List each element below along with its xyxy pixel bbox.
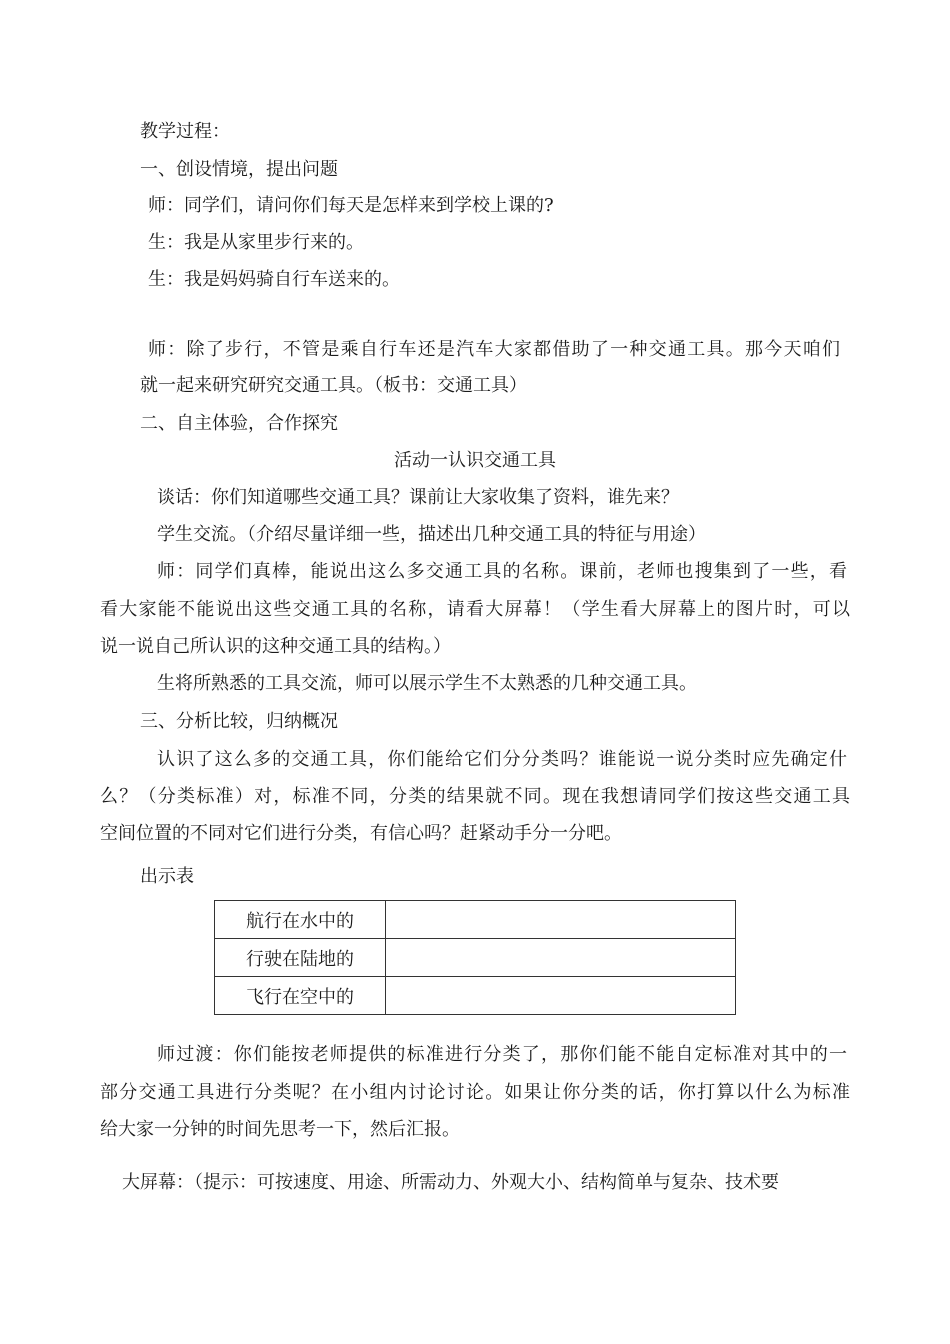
classification-table: [214, 900, 736, 1015]
activity-title: 活动一认识交通工具: [394, 450, 556, 471]
paragraph-line: 师：同学们真棒，能说出这么多交通工具的名称。课前，老师也搜集到了一些，看: [157, 561, 847, 582]
section-title-2: 二、自主体验，合作探究: [140, 413, 338, 434]
table-row: [215, 901, 736, 939]
table-cell-label: 飞行在空中的: [215, 977, 386, 1015]
table-cell-empty: [386, 939, 736, 977]
paragraph-line: 生将所熟悉的工具交流，师可以展示学生不太熟悉的几种交通工具。: [157, 673, 697, 694]
paragraph-line: 谈话：你们知道哪些交通工具？课前让大家收集了资料，谁先来？: [157, 487, 679, 508]
table-cell-label: 行驶在陆地的: [215, 939, 386, 977]
dialogue-line: 师：同学们，请问你们每天是怎样来到学校上课的?: [148, 195, 554, 216]
paragraph-line: 师：除了步行，不管是乘自行车还是汽车大家都借助了一种交通工具。那今天咱们: [148, 339, 840, 360]
paragraph-line: 空间位置的不同对它们进行分类，有信心吗？赶紧动手分一分吧。: [100, 823, 622, 844]
table-row: [215, 977, 736, 1015]
paragraph-line: 部分交通工具进行分类呢？在小组内讨论讨论。如果让你分类的话，你打算以什么为标准: [100, 1082, 850, 1103]
table-row: [215, 939, 736, 977]
dialogue-line: 生：我是从家里步行来的。: [148, 232, 364, 253]
dialogue-line: 生：我是妈妈骑自行车送来的。: [148, 269, 400, 290]
table-cell-empty: [386, 901, 736, 939]
paragraph-line: 么？（分类标准）对，标准不同，分类的结果就不同。现在我想请同学们按这些交通工具: [100, 786, 850, 807]
paragraph-line: 就一起来研究研究交通工具。（板书：交通工具）: [140, 375, 527, 396]
paragraph-line: 说一说自己所认识的这种交通工具的结构。）: [100, 636, 451, 657]
table-cell-label: 航行在水中的: [215, 901, 386, 939]
section-title-3: 三、分析比较，归纳概况: [140, 711, 338, 732]
paragraph-line: 大屏幕：（提示：可按速度、用途、所需动力、外观大小、结构简单与复杂、技术要: [122, 1172, 779, 1193]
section-title-1: 一、创设情境，提出问题: [140, 159, 338, 180]
table-caption: 出示表: [140, 866, 194, 887]
paragraph-line: 学生交流。（介绍尽量详细一些，描述出几种交通工具的特征与用途）: [157, 524, 706, 545]
paragraph-line: 认识了这么多的交通工具，你们能给它们分分类吗？谁能说一说分类时应先确定什: [157, 749, 847, 770]
paragraph-line: 看大家能不能说出这些交通工具的名称，请看大屏幕！（学生看大屏幕上的图片时，可以: [100, 599, 850, 620]
paragraph-line: 师过渡：你们能按老师提供的标准进行分类了，那你们能不能自定标准对其中的一: [157, 1044, 847, 1065]
section-heading: 教学过程：: [140, 121, 230, 142]
table-cell-empty: [386, 977, 736, 1015]
paragraph-line: 给大家一分钟的时间先思考一下，然后汇报。: [100, 1119, 460, 1140]
